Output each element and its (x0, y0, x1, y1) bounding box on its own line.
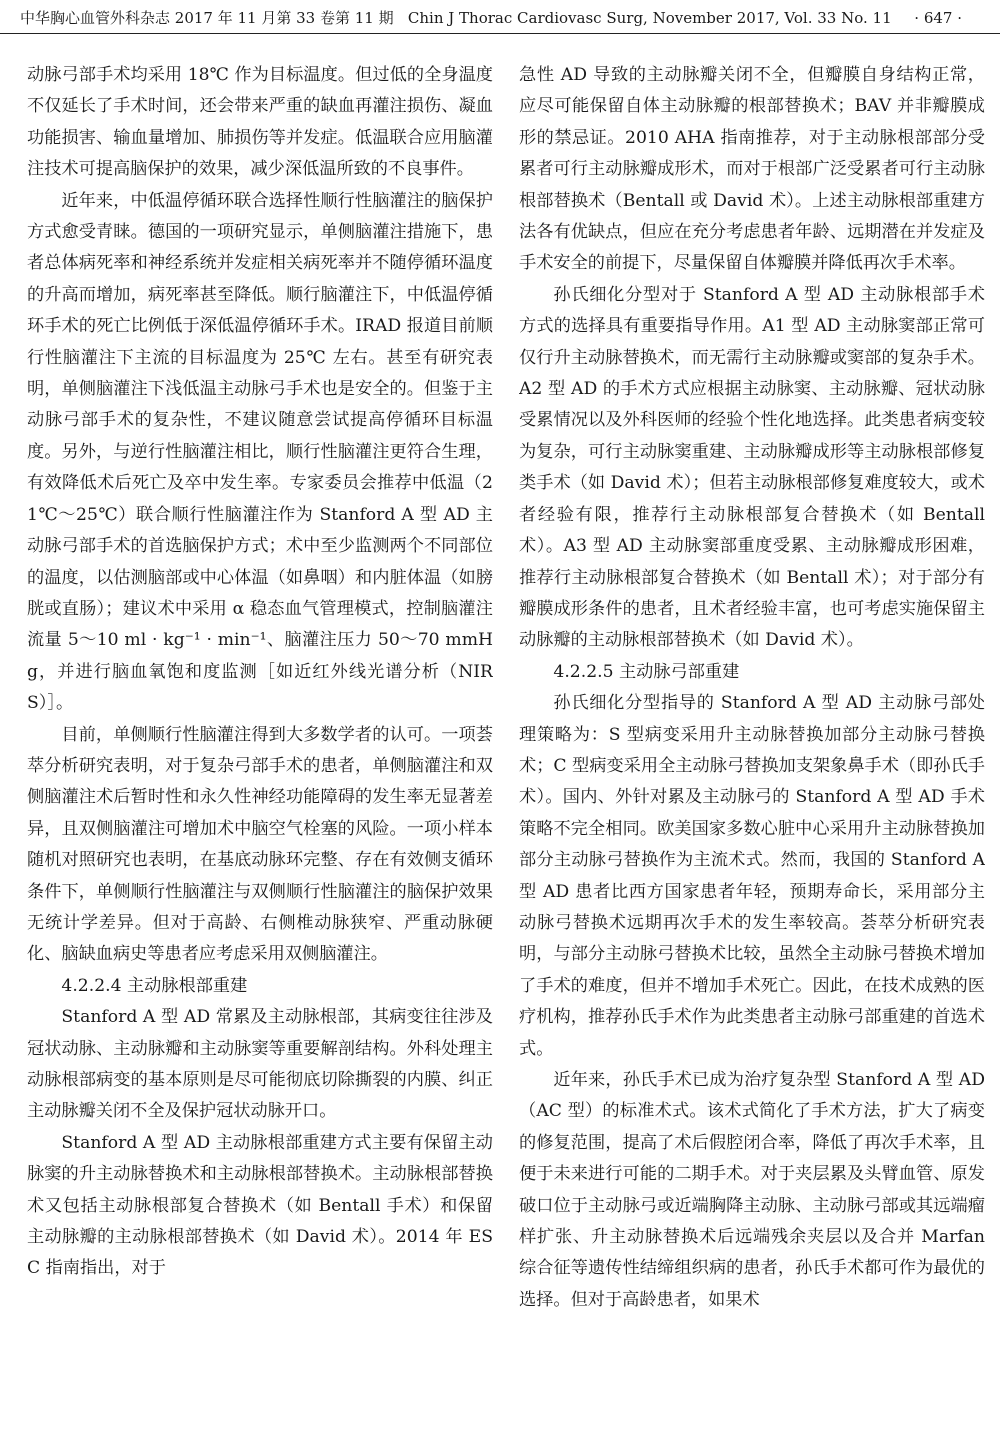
paragraph: 孙氏细化分型对于 Stanford A 型 AD 主动脉根部手术方式的选择具有重要指导作用。A1 型 AD 主动脉窦部正常可仅行升主动脉替换术，而无需行主动脉瓣或窦部的复杂手术。A2 型 AD 的手术方式应根据主动脉窦、主动脉瓣、冠状动脉受累情况以及外科医师的经验个性化地选择。此类患者病变较为复杂，可行主动脉窦重建、主动脉瓣成形等主动脉根部修复类手术（如 David 术）；但若主动脉根部修复难度较大，或术者经验有限，推荐行主动脉根部复合替换术（如 Bentall 术）。A3 型 AD 主动脉窦部重度受累、主动脉瓣成形困难，推荐行主动脉根部复合替换术（如 Bentall 术）；对于部分有瓣膜成形条件的患者，且术者经验丰富，也可考虑实施保留主动脉瓣的主动脉根部替换术（如 David 术）。 (519, 284, 985, 651)
left-column (27, 60, 493, 1420)
paragraph: Stanford A 型 AD 常累及主动脉根部，其病变往往涉及冠状动脉、主动脉瓣和主动脉窦等重要解剖结构。外科处理主动脉根部病变的基本原则是尽可能彻底切除撕裂的内膜、纠正主动脉瓣关闭不全及保护冠状动脉开口。 (27, 1007, 493, 1122)
section-heading: 4.2.2.4 主动脉根部重建 (61, 975, 248, 996)
paragraph: 动脉弓部手术均采用 18℃ 作为目标温度。但过低的全身温度不仅延长了手术时间，还会带来严重的缺血再灌注损伤、凝血功能损害、输血量增加、肺损伤等并发症。低温联合应用脑灌注技术可提高脑保护的效果，减少深低温所致的不良事件。 (27, 65, 493, 180)
section-heading: 4.2.2.5 主动脉弓部重建 (553, 661, 740, 682)
paragraph: 目前，单侧顺行性脑灌注得到大多数学者的认可。一项荟萃分析研究表明，对于复杂弓部手术的患者，单侧脑灌注和双侧脑灌注术后暂时性和永久性神经功能障碍的发生率无显著差异，且双侧脑灌注可增加术中脑空气栓塞的风险。一项小样本随机对照研究也表明，在基底动脉环完整、存在有效侧支循环条件下，单侧顺行性脑灌注与双侧顺行性脑灌注的脑保护效果无统计学差异。但对于高龄、右侧椎动脉狭窄、严重动脉硬化、脑缺血病史等患者应考虑采用双侧脑灌注。 (27, 724, 493, 965)
right-column (519, 60, 985, 1420)
journal-title-cn: 中华胸心血管外科杂志 2017 年 11 月第 33 卷第 11 期 (20, 9, 394, 27)
running-header (0, 0, 1000, 34)
paragraph: 孙氏细化分型指导的 Stanford A 型 AD 主动脉弓部处理策略为：S 型病变采用升主动脉替换加部分主动脉弓替换术；C 型病变采用全主动脉弓替换加支架象鼻手术（即孙氏手术）。国内、外针对累及主动脉弓的 Stanford A 型 AD 手术策略不完全相同。欧美国家多数心脏中心采用升主动脉替换加部分主动脉弓替换作为主流术式。然而，我国的 Stanford A 型 AD 患者比西方国家患者年轻，预期寿命长，采用部分主动脉弓替换术远期再次手术的发生率较高。荟萃分析研究表明，与部分主动脉弓替换术比较，虽然全主动脉弓替换术增加了手术的难度，但并不增加手术死亡。因此，在技术成熟的医疗机构，推荐孙氏手术作为此类患者主动脉弓部重建的首选术式。 (519, 693, 985, 1059)
page-number: · 647 · (914, 9, 962, 27)
journal-title-en: Chin J Thorac Cardiovasc Surg, November 2017, Vol. 33 No. 11 (407, 9, 892, 27)
paragraph: 近年来，孙氏手术已成为治疗复杂型 Stanford A 型 AD（AC 型）的标准术式。该术式简化了手术方法，扩大了病变的修复范围，提高了术后假腔闭合率，降低了再次手术率，且便于未来进行可能的二期手术。对于夹层累及头臂血管、原发破口位于主动脉弓或近端胸降主动脉、主动脉弓部或其远端瘤样扩张、升主动脉替换术后远端残余夹层以及合并 Marfan 综合征等遗传性结缔组织病的患者，孙氏手术都可作为最优的选择。但对于高龄患者，如果术 (519, 1070, 985, 1310)
paragraph: 急性 AD 导致的主动脉瓣关闭不全，但瓣膜自身结构正常，应尽可能保留自体主动脉瓣的根部替换术；BAV 并非瓣膜成形的禁忌证。2010 AHA 指南推荐，对于主动脉根部部分受累者可行主动脉瓣成形术，而对于根部广泛受累者可行主动脉根部替换术（Bentall 或 David 术）。上述主动脉根部重建方法各有优缺点，但应在充分考虑患者年龄、远期潜在并发症及手术安全的前提下，尽量保留自体瓣膜并降低再次手术率。 (519, 65, 985, 274)
paragraph: Stanford A 型 AD 主动脉根部重建方式主要有保留主动脉窦的升主动脉替换术和主动脉根部替换术。主动脉根部替换术又包括主动脉根部复合替换术（如 Bentall 手术）和保留主动脉瓣的主动脉根部替换术（如 David 术）。2014 年 ESC 指南指出，对于 (27, 1132, 493, 1279)
article-body (27, 60, 985, 1420)
paragraph: 近年来，中低温停循环联合选择性顺行性脑灌注的脑保护方式愈受青睐。德国的一项研究显示，单侧脑灌注措施下，患者总体病死率和神经系统并发症相关病死率并不随停循环温度的升高而增加，病死率甚至降低。顺行脑灌注下，中低温停循环手术的死亡比例低于深低温停循环手术。IRAD 报道目前顺行性脑灌注下主流的目标温度为 25℃ 左右。甚至有研究表明，单侧脑灌注下浅低温主动脉弓手术也是安全的。但鉴于主动脉弓部手术的复杂性，不建议随意尝试提高停循环目标温度。另外，与逆行性脑灌注相比，顺行性脑灌注更符合生理，有效降低术后死亡及卒中发生率。专家委员会推荐中低温（21℃～25℃）联合顺行性脑灌注作为 Stanford A 型 AD 主动脉弓部手术的首选脑保护方式；术中至少监测两个不同部位的温度，以估测脑部或中心体温（如鼻咽）和内脏体温（如膀胱或直肠）；建议术中采用 α 稳态血气管理模式，控制脑灌注流量 5～10 ml · kg⁻¹ · min⁻¹、脑灌注压力 50～70 mmHg，并进行脑血氧饱和度监测［如近红外线光谱分析（NIRS）］。 (27, 190, 493, 714)
